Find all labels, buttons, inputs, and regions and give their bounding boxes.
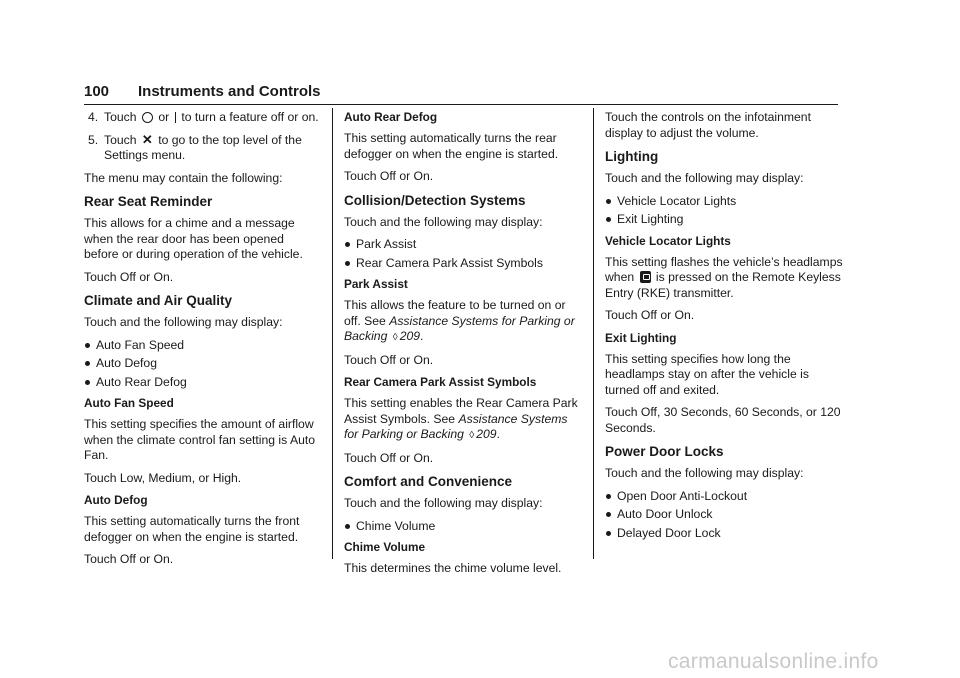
page-reference[interactable]: 209 (476, 427, 497, 441)
cross-reference-link[interactable]: Assistance Systems for Parking or Backing (344, 411, 568, 441)
list-item-text: Auto Fan Speed (96, 337, 185, 352)
subheading: Auto Defog (84, 493, 148, 507)
paragraph: This setting enables the Rear Camera Park Assist Symbols. See Assistance Systems for Parking or Backing ◊ 209. (344, 396, 578, 441)
page-number: 100 (84, 83, 110, 100)
bullet-icon (85, 361, 90, 366)
paragraph: This allows for a chime and a message when the rear door has been opened before or during operation of the vehicle. (84, 216, 303, 261)
bullet-icon (606, 494, 611, 499)
column-divider (593, 108, 594, 559)
step-number: 5. (88, 132, 99, 147)
step-text: Touch (104, 132, 137, 147)
bullet-icon (606, 217, 611, 222)
paragraph: Touch and the following may display: (605, 171, 804, 185)
subheading: Chime Volume (344, 540, 426, 554)
step-5 (84, 133, 320, 164)
paragraph: This determines the chime volume level. (344, 561, 562, 575)
paragraph: Touch Off or On. (605, 308, 695, 322)
bullet-list (605, 489, 845, 542)
column-1 (84, 110, 320, 575)
list-item-text: Auto Door Unlock (617, 507, 713, 521)
subheading: Rear Camera Park Assist Symbols (344, 375, 537, 389)
subheading: Auto Fan Speed (84, 396, 174, 410)
list-item (84, 375, 320, 391)
list-item (605, 212, 845, 228)
paragraph: Touch and the following may display: (344, 496, 543, 510)
bar-icon (175, 112, 176, 123)
list-item (605, 526, 845, 542)
paragraph: Touch and the following may display: (605, 466, 804, 480)
list-item-text: Vehicle Locator Lights (617, 193, 737, 208)
section-heading: Collision/Detection Systems (344, 192, 526, 208)
subheading: Exit Lighting (605, 330, 677, 345)
page-ref-icon: ◊ (392, 332, 398, 343)
paragraph-text: This allows the feature to be turned on or off. See (344, 298, 566, 328)
bullet-icon (606, 512, 611, 517)
section-heading: Rear Seat Reminder (84, 194, 213, 209)
list-item (344, 519, 580, 535)
bullet-icon (85, 343, 90, 348)
page-title: Instruments and Controls (138, 83, 321, 100)
paragraph: Touch and the following may display: (84, 315, 283, 329)
section-heading: Climate and Air Quality (84, 293, 233, 308)
list-item-text: Park Assist (356, 237, 417, 251)
column-divider (332, 108, 333, 559)
step-number: 4. (88, 110, 99, 124)
close-icon: ✕ (141, 131, 153, 147)
list-item (344, 237, 580, 253)
list-item (605, 507, 845, 523)
bullet-list (84, 338, 320, 391)
paragraph: This setting specifies how long the headlamps stay on after the vehicle is turned off and exited. (605, 351, 809, 397)
paragraph-text: This setting flashes the vehicle’s headlamps when (605, 254, 843, 284)
bullet-list (344, 237, 580, 271)
paragraph: This allows the feature to be turned on or off. See Assistance Systems for Parking or Backing ◊ 209. (344, 298, 575, 343)
list-item (605, 489, 845, 505)
paragraph: This setting automatically turns the rear defogger on when the engine is started. (344, 131, 559, 161)
paragraph: This setting specifies the amount of airflow when the climate control fan setting is Auto Fan. (84, 417, 316, 462)
list-item-text: Rear Camera Park Assist Symbols (356, 255, 543, 270)
list-item-text: Auto Rear Defog (96, 374, 187, 389)
paragraph: Touch Off, 30 Seconds, 60 Seconds, or 120 Seconds. (605, 405, 841, 435)
cross-reference-link[interactable]: Assistance Systems for Parking or Backing (344, 313, 575, 343)
list-item-text: Auto Defog (96, 356, 157, 370)
bullet-icon (345, 261, 350, 266)
subheading: Auto Rear Defog (344, 110, 438, 124)
list-item (605, 194, 845, 210)
paragraph: Touch Off or On. (344, 352, 434, 367)
step-text: to turn a feature off or on. (181, 110, 319, 124)
step-text: or (158, 110, 170, 124)
step-4 (84, 110, 320, 126)
bullet-icon (606, 531, 611, 536)
list-item-text: Open Door Anti-Lockout (617, 488, 748, 503)
list-item (84, 338, 320, 354)
paragraph-text: is pressed on the Remote Keyless Entry (RKE) transmitter. (605, 270, 841, 300)
bullet-list (605, 194, 845, 228)
paragraph: Touch and the following may display: (344, 214, 543, 229)
paragraph: Touch Off or On. (84, 552, 174, 566)
paragraph (605, 255, 845, 302)
paragraph-text: This setting enables the Rear Camera Park Assist Symbols. See (344, 396, 578, 426)
list-item (344, 256, 580, 272)
step-text: to go to the top level of the Settings menu. (104, 132, 302, 162)
section-heading: Lighting (605, 149, 659, 164)
paragraph: Touch Off or On. (344, 169, 434, 183)
section-heading: Power Door Locks (605, 444, 724, 459)
bullet-list (344, 519, 580, 535)
paragraph: Touch the controls on the infotainment display to adjust the volume. (605, 110, 811, 140)
key-fob-icon (640, 271, 651, 283)
paragraph: Touch Low, Medium, or High. (84, 470, 242, 485)
section-heading: Comfort and Convenience (344, 474, 513, 489)
step-text: Touch (104, 110, 137, 124)
list-item-text: Exit Lighting (617, 212, 684, 226)
list-item-text: Chime Volume (356, 518, 436, 533)
list-item-text: Delayed Door Lock (617, 525, 721, 540)
bullet-icon (345, 524, 350, 529)
paragraph: This setting automatically turns the front defogger on when the engine is started. (84, 514, 300, 544)
paragraph: Touch Off or On. (344, 450, 434, 465)
list-item (84, 356, 320, 372)
bullet-icon (345, 242, 350, 247)
page-ref-icon: ◊ (469, 430, 475, 441)
column-3 (605, 110, 845, 547)
page-header (84, 82, 838, 105)
bullet-icon (606, 199, 611, 204)
circle-icon (142, 112, 153, 123)
subheading: Vehicle Locator Lights (605, 233, 731, 248)
paragraph: Touch Off or On. (84, 269, 174, 284)
column-2 (344, 110, 580, 584)
bullet-icon (85, 380, 90, 385)
paragraph: The menu may contain the following: (84, 170, 283, 185)
subheading: Park Assist (344, 277, 408, 291)
page-reference[interactable]: 209 (399, 329, 421, 343)
watermark: carmanualsonline.info (668, 650, 879, 673)
